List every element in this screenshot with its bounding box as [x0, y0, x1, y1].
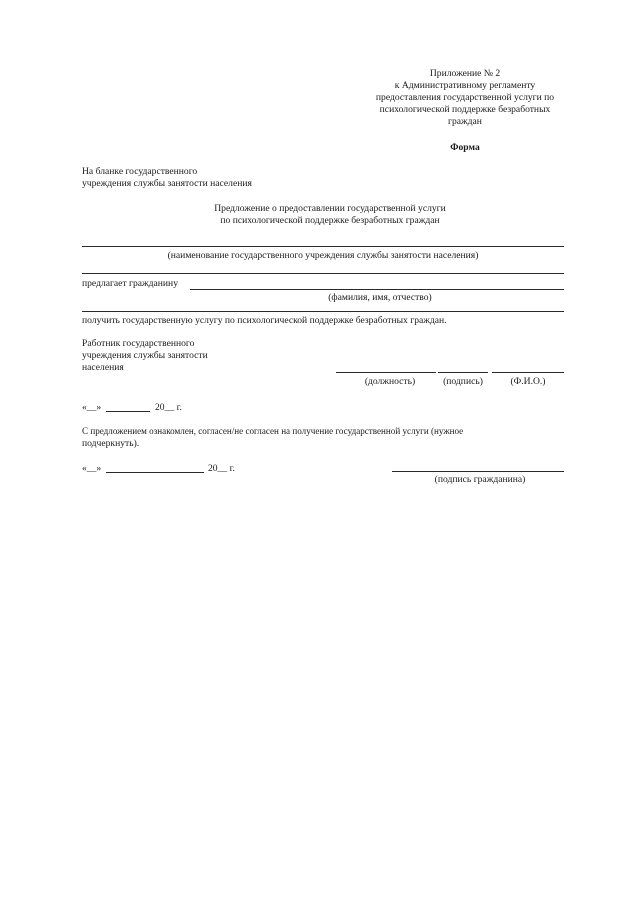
institution-caption: (наименование государственного учреждения службы занятости населения): [167, 250, 479, 261]
receive-text: получить государственную услугу по психологической поддержке безработных граждан.: [82, 315, 447, 326]
fio-caption: (фамилия, имя, отчество): [328, 292, 432, 303]
letterhead-line-2: учреждения службы занятости населения: [82, 178, 252, 189]
signature-line[interactable]: [438, 372, 488, 373]
offers-text: предлагает гражданину: [82, 278, 178, 289]
appendix-line-4: психологической поддержке безработных: [379, 104, 551, 115]
position-caption: (должность): [364, 376, 416, 387]
consent-line-1: С предложением ознакомлен, согласен/не согласен на получение государственной услуги (нужное: [82, 426, 464, 436]
fio-signature-caption: (Ф.И.О.): [510, 376, 546, 387]
appendix-line-5: граждан: [448, 116, 482, 127]
institution-name-line[interactable]: [82, 246, 564, 247]
form-label: Форма: [450, 142, 480, 153]
citizen-signature-line[interactable]: [392, 471, 564, 472]
employee-line-2: учреждения службы занятости: [82, 350, 208, 361]
doc-title-line-2: по психологической поддержке безработных граждан: [220, 215, 440, 226]
appendix-line-1: Приложение № 2: [429, 68, 501, 79]
date1-year: 20__ г.: [155, 402, 182, 413]
date2-month-line[interactable]: [106, 472, 204, 473]
employee-line-3: населения: [82, 362, 124, 373]
citizen-name-line-2[interactable]: [82, 311, 564, 312]
fio-line[interactable]: [492, 372, 564, 373]
appendix-line-3: предоставления государственной услуги по: [375, 92, 555, 103]
appendix-line-2: к Административному регламенту: [394, 80, 536, 91]
letterhead-line-1: На бланке государственного: [82, 166, 198, 177]
employee-line-1: Работник государственного: [82, 338, 195, 349]
date1-month-line[interactable]: [106, 411, 150, 412]
institution-name-line-2[interactable]: [82, 273, 564, 274]
citizen-signature-caption: (подпись гражданина): [434, 474, 526, 485]
doc-title-line-1: Предложение о предоставлении государственной услуги: [214, 203, 446, 214]
date2-open: «__»: [82, 463, 102, 474]
date2-year: 20__ г.: [208, 463, 235, 474]
date1-open: «__»: [82, 402, 102, 413]
position-line[interactable]: [336, 372, 436, 373]
signature-caption: (подпись): [443, 376, 483, 387]
citizen-name-line[interactable]: [190, 289, 564, 290]
consent-line-2: подчеркнуть).: [82, 438, 140, 449]
